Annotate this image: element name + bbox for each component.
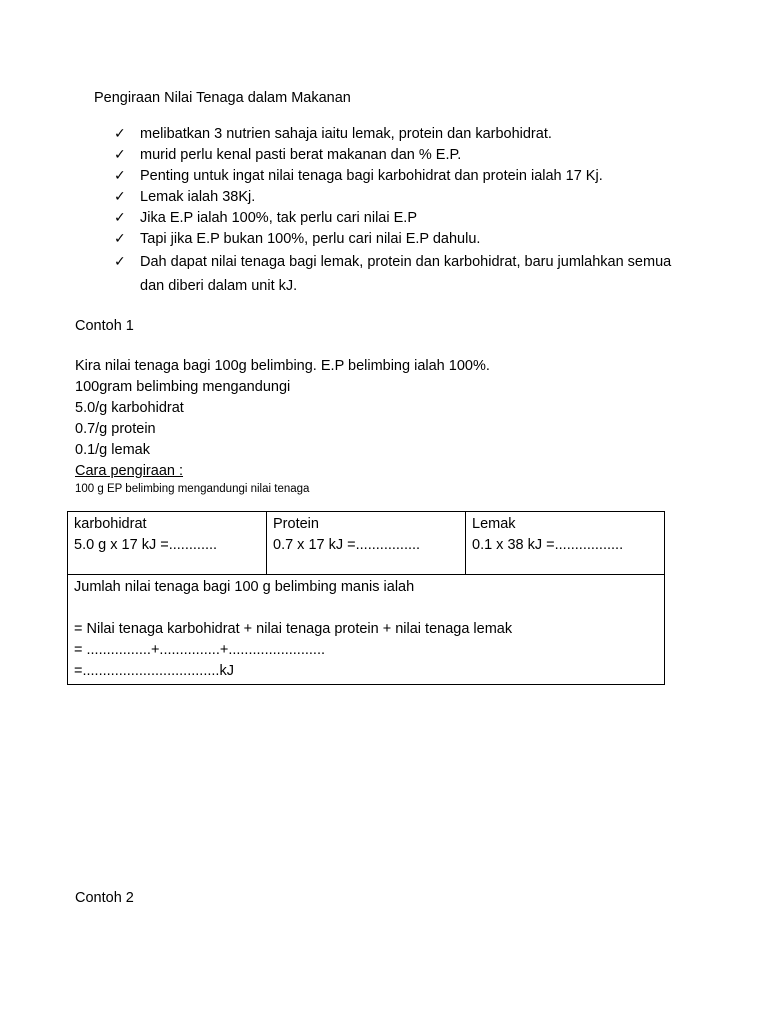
checkmark-icon: ✓ [114, 147, 126, 163]
checkmark-icon: ✓ [114, 254, 126, 270]
calculation-table [67, 511, 665, 685]
table-row [68, 512, 665, 575]
checkmark-icon: ✓ [114, 231, 126, 247]
table-cell-carbohydrate: karbohidrat 5.0 g x 17 kJ =............ [68, 512, 267, 575]
table-cell-total: Jumlah nilai tenaga bagi 100 g belimbing manis ialah = Nilai tenaga karbohidrat + nilai tenaga protein + nilai tenaga lemak = ................+...............+........................ =..................................kJ [68, 575, 665, 685]
list-item: ✓ Jika E.P ialah 100%, tak perlu cari nilai E.P [114, 208, 694, 229]
nutrient-protein: 0.7/g protein [75, 421, 156, 437]
checkmark-icon: ✓ [114, 210, 126, 226]
nutrient-fat: 0.1/g lemak [75, 442, 150, 458]
checkmark-icon: ✓ [114, 168, 126, 184]
list-item: ✓ Dah dapat nilai tenaga bagi lemak, protein dan karbohidrat, baru jumlahkan semua dan diberi dalam unit kJ. [114, 250, 694, 298]
table-row [68, 575, 665, 685]
method-note: 100 g EP belimbing mengandungi nilai tenaga [75, 483, 310, 495]
list-item: ✓ melibatkan 3 nutrien sahaja iaitu lemak, protein dan karbohidrat. [114, 124, 694, 145]
example-1-contains: 100gram belimbing mengandungi [75, 379, 291, 395]
checkmark-icon: ✓ [114, 189, 126, 205]
list-item: ✓ Lemak ialah 38Kj. [114, 187, 694, 208]
page-title: Pengiraan Nilai Tenaga dalam Makanan [94, 90, 351, 106]
list-item: ✓ murid perlu kenal pasti berat makanan dan % E.P. [114, 145, 694, 166]
checkmark-icon: ✓ [114, 126, 126, 142]
nutrient-carbohydrate: 5.0/g karbohidrat [75, 400, 184, 416]
list-item: ✓ Tapi jika E.P bukan 100%, perlu cari nilai E.P dahulu. [114, 229, 694, 250]
table-cell-fat: Lemak 0.1 x 38 kJ =................. [466, 512, 665, 575]
example-1-question: Kira nilai tenaga bagi 100g belimbing. E.P belimbing ialah 100%. [75, 358, 490, 374]
bullet-list [114, 124, 694, 298]
list-item: ✓ Penting untuk ingat nilai tenaga bagi karbohidrat dan protein ialah 17 Kj. [114, 166, 694, 187]
example-1-heading: Contoh 1 [75, 318, 134, 334]
method-label: Cara pengiraan : [75, 463, 184, 479]
example-2-heading: Contoh 2 [75, 890, 134, 906]
table-cell-protein: Protein 0.7 x 17 kJ =................ [267, 512, 466, 575]
